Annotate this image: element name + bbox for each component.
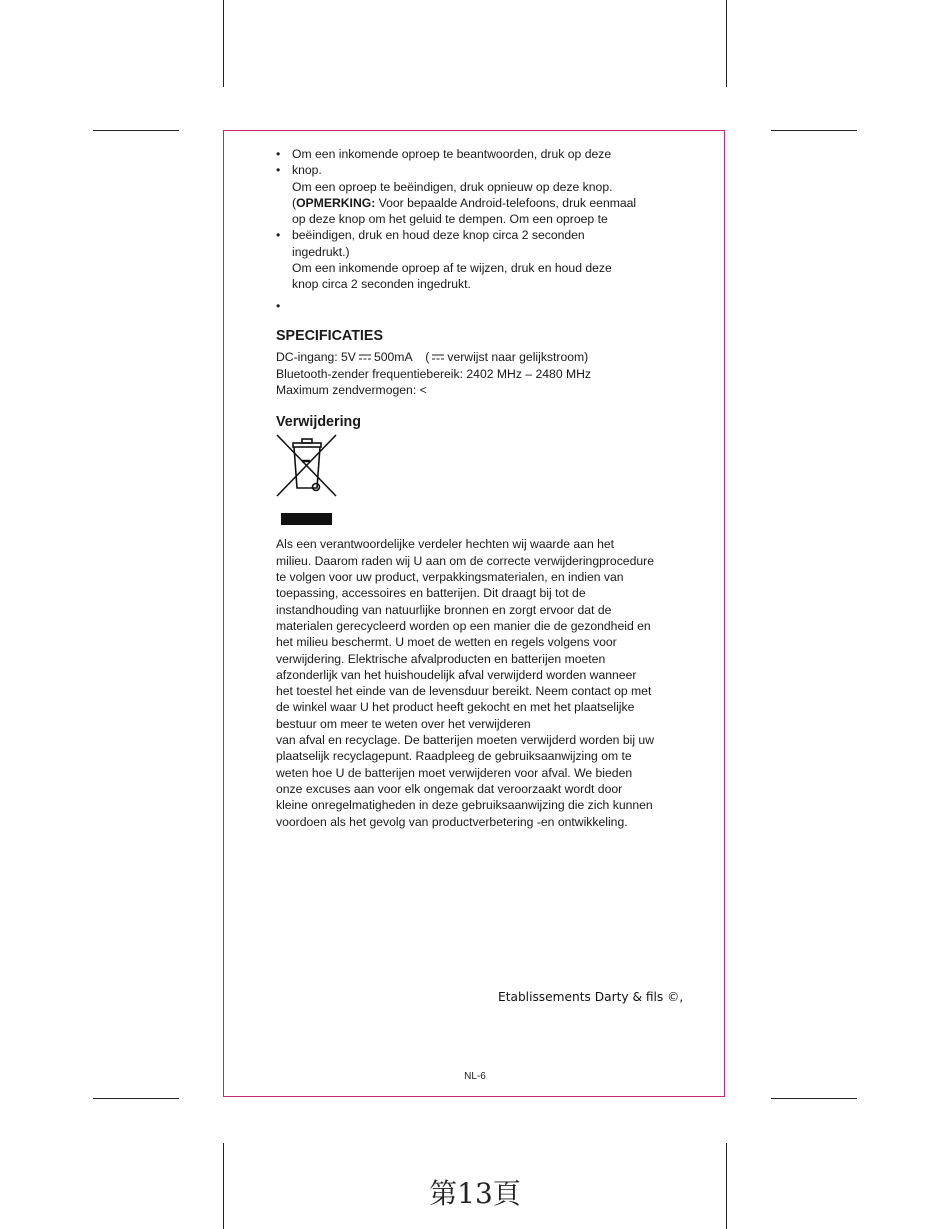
dc-input-label: DC-ingang: 5V	[276, 350, 356, 365]
weee-crossed-bin-icon	[276, 434, 338, 500]
bullet-mark: •	[276, 163, 281, 178]
paragraph-line: afzonderlijk van het huishoudelijk afval verwijderd worden wanneer	[276, 667, 637, 682]
weee-bar	[281, 513, 332, 525]
bullet-mark: •	[276, 228, 281, 243]
paragraph-line: van afval en recyclage. De batterijen moeten verwijderd worden bij uw	[276, 733, 655, 748]
paragraph-line: onze excuses aan voor elk ongemak dat veroorzaakt wordt door	[276, 781, 623, 796]
instruction-line	[276, 260, 706, 276]
disposal-heading: Verwijdering	[276, 414, 362, 431]
disposal-paragraph	[276, 536, 706, 829]
instruction-line	[276, 162, 706, 178]
paragraph-line: verwijdering. Elektrische afvalproducten en batterijen moeten	[276, 651, 606, 666]
bullet-mark: •	[276, 147, 281, 161]
paragraph-line: te volgen voor uw product, verpakkingsmaterialen, en indien van	[276, 570, 624, 585]
paragraph-line: milieu. Daarom raden wij U aan om de correcte verwijderingprocedure	[276, 553, 654, 568]
crop-mark-right-bottom	[771, 1098, 857, 1099]
instruction-text: op deze knop om het geluid te dempen. Om een oproep te	[292, 212, 608, 227]
crop-mark-top-left	[223, 0, 224, 87]
instruction-text: Voor bepaalde Android-telefoons, druk eenmaal	[375, 195, 637, 210]
instruction-text: Om een inkomende oproep te beantwoorden, druk op deze	[292, 147, 612, 161]
instruction-text: Om een inkomende oproep af te wijzen, druk en houd deze	[292, 261, 612, 276]
crop-mark-right-top	[771, 130, 857, 131]
paragraph-line: Als een verantwoordelijke verdeler hechten wij waarde aan het	[276, 537, 615, 552]
crop-mark-top-right	[726, 0, 727, 87]
page-number: NL-6	[464, 1071, 486, 1082]
note-label: OPMERKING:	[296, 195, 376, 210]
paragraph-line: materialen gerecycleerd worden op een manier die de gezondheid en	[276, 618, 651, 633]
instruction-line	[276, 195, 706, 211]
instruction-text: ingedrukt.)	[292, 244, 350, 259]
paragraph-line: de winkel waar U het product heeft gekocht en met het plaatselijke	[276, 700, 635, 715]
instruction-text: knop.	[292, 163, 322, 178]
paragraph-line: het milieu beschermt. U moet de wetten en regels volgens voor	[276, 635, 617, 650]
max-power-line: Maximum zendvermogen: <	[276, 382, 427, 397]
company-name: Etablissements Darty & fils ©,	[498, 990, 684, 1004]
instruction-text: (	[292, 195, 297, 210]
instruction-line	[276, 227, 706, 243]
instruction-line	[276, 179, 706, 195]
paragraph-line: het toestel het einde van de levensduur bereikt. Neem contact op met	[276, 684, 652, 699]
dc-note-paren: (	[425, 350, 430, 365]
dc-symbol-icon	[432, 354, 444, 360]
instruction-line	[276, 244, 706, 260]
dc-input-value: 500mA	[373, 350, 412, 365]
bullet-mark: •	[276, 298, 281, 313]
crop-mark-left-top	[93, 130, 179, 131]
dc-note: verwijst naar gelijkstroom)	[447, 350, 589, 365]
instruction-text: beëindigen, druk en houd deze knop circa 2 seconden	[292, 228, 585, 243]
instruction-line	[276, 298, 706, 314]
paragraph-line: voordoen als het gevolg van productverbetering -en ontwikkeling.	[276, 814, 628, 829]
dc-symbol-icon	[359, 354, 371, 360]
dc-input-line	[276, 349, 706, 365]
manual-content	[276, 146, 706, 830]
paragraph-line: bestuur om meer te weten over het verwijderen	[276, 716, 531, 731]
instruction-list	[276, 146, 706, 314]
paragraph-line: plaatselijk recyclagepunt. Raadpleeg de gebruiksaanwijzing om te	[276, 749, 632, 764]
paragraph-line: weten hoe U de batterijen moet verwijderen voor afval. We bieden	[276, 765, 633, 780]
instruction-text: knop circa 2 seconden ingedrukt.	[292, 277, 471, 292]
bluetooth-line: Bluetooth-zender frequentiebereik: 2402 MHz – 2480 MHz	[276, 366, 592, 381]
paragraph-line: toepassing, accessoires en batterijen. Dit draagt bij tot de	[276, 586, 586, 601]
instruction-line	[276, 276, 706, 292]
footer-page-label: 第13頁	[429, 1177, 521, 1210]
specs-section	[276, 349, 706, 398]
instruction-line	[276, 211, 706, 227]
crop-mark-left-bottom	[93, 1098, 179, 1099]
specs-heading: SPECIFICATIES	[276, 327, 383, 344]
instruction-line	[276, 146, 706, 162]
instruction-text: Om een oproep te beëindigen, druk opnieuw op deze knop.	[292, 179, 613, 194]
paragraph-line: kleine onregelmatigheden in deze gebruiksaanwijzing die zich kunnen	[276, 798, 653, 813]
paragraph-line: instandhouding van natuurlijke bronnen en zorgt ervoor dat de	[276, 602, 612, 617]
